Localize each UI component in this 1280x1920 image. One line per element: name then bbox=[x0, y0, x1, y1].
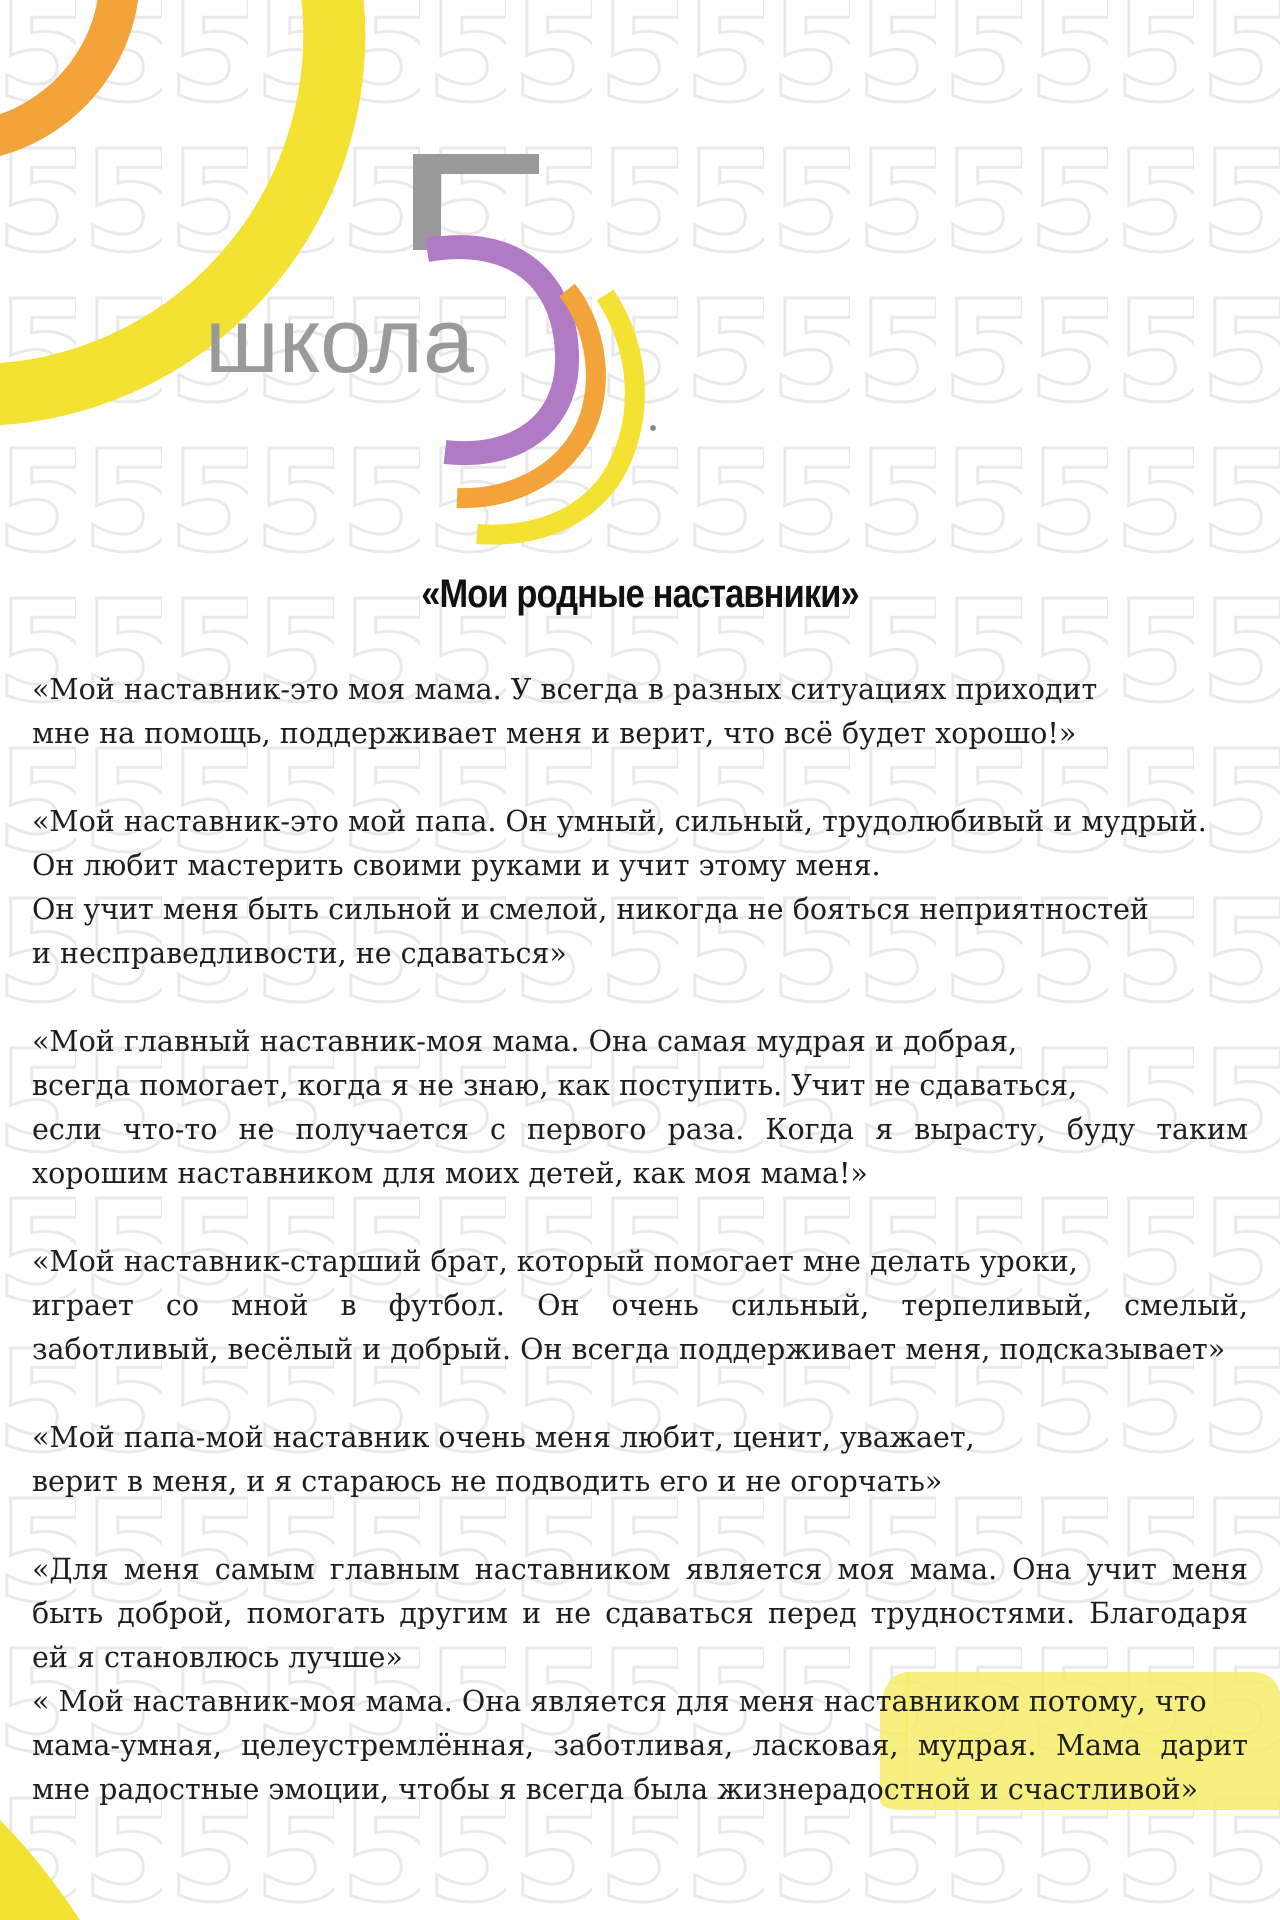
quote-item bbox=[32, 1240, 1248, 1372]
quote-line: верит в меня, и я стараюсь не подводить его и не огорчать» bbox=[32, 1465, 943, 1498]
quote-line: «Для меня самым главным наставником является моя мама. Она учит меня bbox=[32, 1553, 1248, 1586]
quote-line: заботливый, весёлый и добрый. Он всегда поддерживает меня, подсказывает» bbox=[32, 1333, 1226, 1366]
quote-line: Он любит мастерить своими руками и учит этому меня. bbox=[32, 849, 881, 882]
quote-item bbox=[32, 1548, 1248, 1680]
quote-item bbox=[32, 668, 1248, 756]
logo-dot bbox=[650, 425, 656, 431]
quote-line: играет со мной в футбол. Он очень сильный, терпеливый, смелый, bbox=[32, 1289, 1248, 1322]
quote-line: если что-то не получается с первого раза. Когда я вырасту, буду таким bbox=[32, 1113, 1248, 1146]
quote-line: всегда помогает, когда я не знаю, как поступить. Учит не сдаваться, bbox=[32, 1069, 1078, 1102]
quotes-list bbox=[32, 668, 1248, 1812]
quote-line: «Мой наставник-это мой папа. Он умный, сильный, трудолюбивый и мудрый. bbox=[32, 805, 1207, 838]
page-title: «Мои родные наставники» bbox=[421, 572, 859, 616]
quote-line: «Мой наставник-старший брат, который помогает мне делать уроки, bbox=[32, 1245, 1078, 1278]
logo-five-top bbox=[413, 154, 539, 174]
logo-text: школа bbox=[205, 290, 475, 392]
quote-item bbox=[32, 800, 1248, 976]
logo-orange-arc bbox=[457, 290, 596, 498]
quote-line: мне на помощь, поддерживает меня и верит, что всё будет хорошо!» bbox=[32, 717, 1077, 750]
quote-line: и несправедливости, не сдаваться» bbox=[32, 937, 567, 970]
quote-item bbox=[32, 1020, 1248, 1196]
school-logo bbox=[195, 140, 695, 570]
quote-line: хорошим наставником для моих детей, как моя мама!» bbox=[32, 1157, 868, 1190]
quote-line: «Мой папа-мой наставник очень меня любит, ценит, уважает, bbox=[32, 1421, 975, 1454]
quote-line: ей я становлюсь лучше» bbox=[32, 1641, 403, 1674]
quote-line: мама-умная, целеустремлённая, заботливая, ласковая, мудрая. Мама дарит bbox=[32, 1729, 1248, 1762]
quote-line: Он учит меня быть сильной и смелой, никогда не бояться неприятностей bbox=[32, 893, 1149, 926]
quote-item bbox=[32, 1680, 1248, 1812]
quote-line: «Мой главный наставник-моя мама. Она самая мудрая и добрая, bbox=[32, 1025, 1018, 1058]
quote-line: «Мой наставник-это моя мама. У всегда в разных ситуациях приходит bbox=[32, 673, 1098, 706]
quote-item bbox=[32, 1416, 1248, 1504]
quote-line: « Мой наставник-моя мама. Она является для меня наставником потому, что bbox=[32, 1685, 1207, 1718]
quote-line: быть доброй, помогать другим и не сдаваться перед трудностями. Благодаря bbox=[32, 1597, 1248, 1630]
quote-line: мне радостные эмоции, чтобы я всегда была жизнерадостной и счастливой» bbox=[32, 1773, 1199, 1806]
